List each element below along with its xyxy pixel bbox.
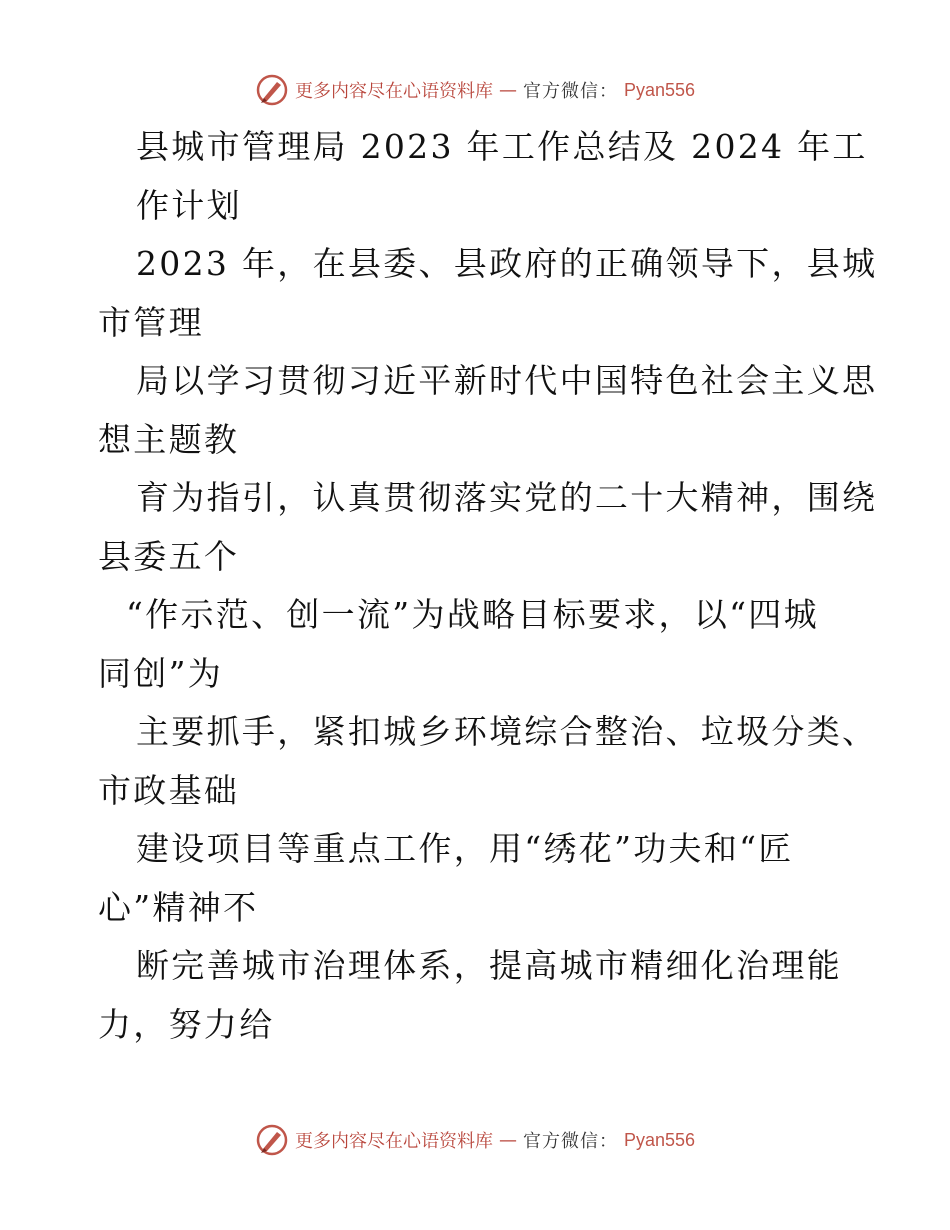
footer-banner (0, 1120, 950, 1160)
banner-separator: — (498, 1129, 517, 1151)
doc-line: 县委五个 (98, 536, 240, 576)
doc-line: 主要抓手，紧扣城乡环境综合整治、垃圾分类、 (136, 712, 878, 751)
doc-title-line-1: 县城市管理局 2023 年工作总结及 2024 年工 (136, 127, 868, 166)
doc-line: 2023 年，在县委、县政府的正确领导下，县城 (136, 244, 878, 283)
banner-wechat-id: Pyan556 (623, 79, 696, 100)
doc-line: 力，努力给 (98, 1004, 275, 1044)
doc-line: 市管理 (98, 302, 204, 342)
doc-line: 建设项目等重点工作，用“绣花”功夫和“匠 (136, 829, 794, 868)
banner-text: 更多内容尽在心语资料库 (294, 1131, 493, 1152)
banner-separator: — (498, 79, 517, 101)
document-body (98, 118, 878, 1054)
doc-line: “作示范、创一流”为战略目标要求，以“四城 (126, 595, 819, 634)
doc-line: 局以学习贯彻习近平新时代中国特色社会主义思 (136, 361, 878, 400)
header-banner (0, 70, 950, 110)
doc-line: 心”精神不 (98, 887, 259, 927)
banner-wechat-id: Pyan556 (623, 1129, 696, 1150)
banner-wechat-label: 官方微信： (522, 81, 618, 102)
doc-line: 市政基础 (98, 770, 240, 810)
doc-line: 想主题教 (98, 419, 240, 459)
doc-line: 育为指引，认真贯彻落实党的二十大精神，围绕 (136, 478, 878, 517)
banner-text: 更多内容尽在心语资料库 (294, 81, 493, 102)
pen-logo-icon (255, 1123, 289, 1157)
doc-line: 断完善城市治理体系，提高城市精细化治理能 (136, 946, 842, 985)
banner-wechat-label: 官方微信： (522, 1131, 618, 1152)
doc-title-line-2: 作计划 (136, 185, 242, 225)
doc-line: 同创”为 (98, 653, 224, 693)
pen-logo-icon (255, 73, 289, 107)
